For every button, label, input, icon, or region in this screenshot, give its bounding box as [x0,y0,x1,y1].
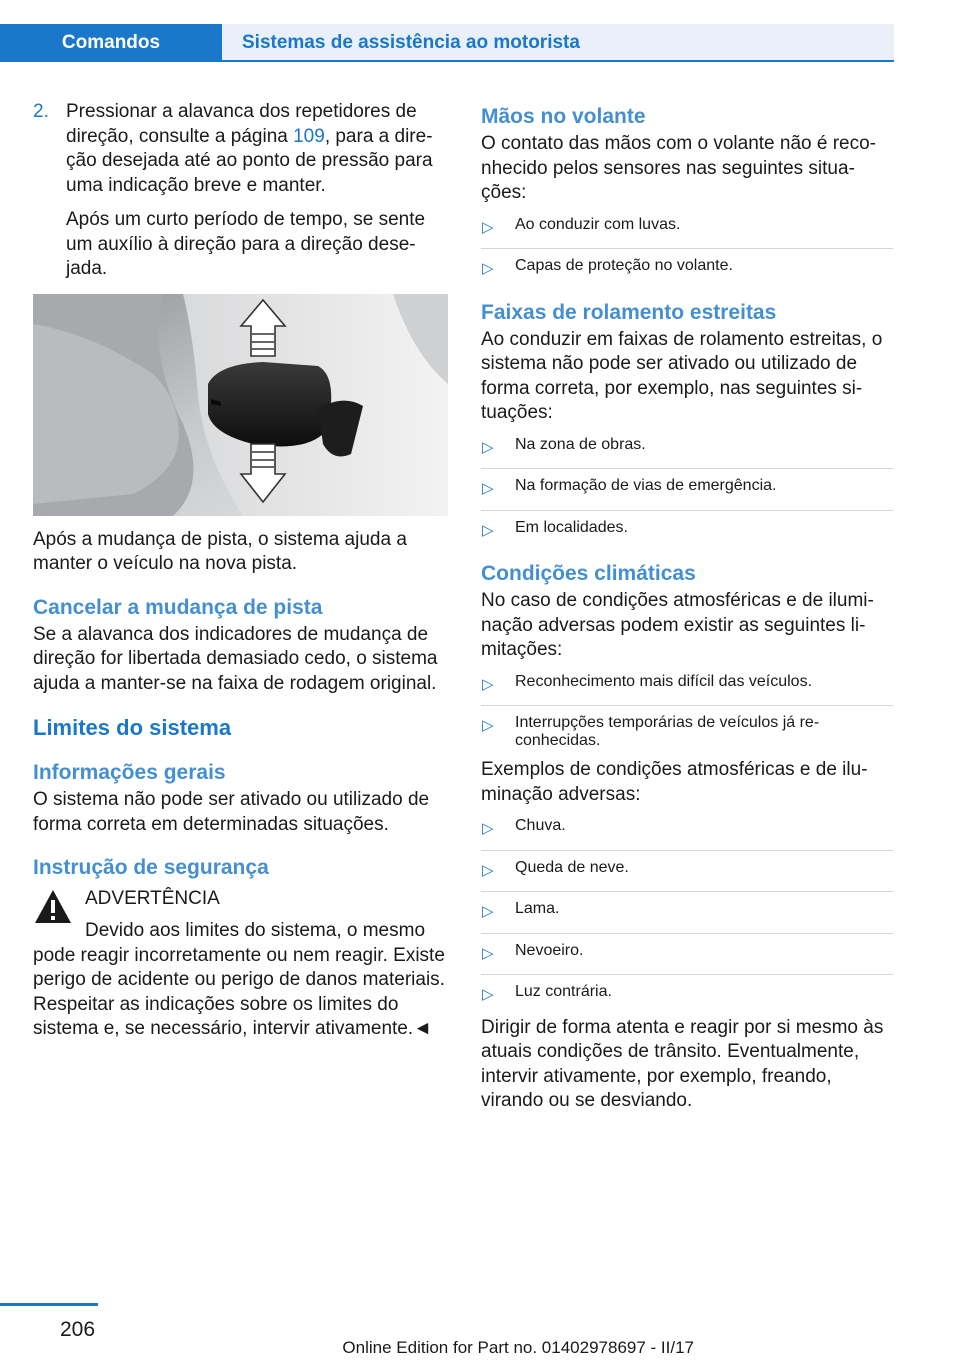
list-item: ▷ Ao conduzir com luvas. [481,216,893,241]
header-divider [0,60,894,62]
footer-divider [0,1303,98,1306]
list-item: ▷ Capas de proteção no volante. [481,257,893,282]
tab-comandos[interactable]: Comandos [0,24,222,62]
warning-title: ADVERTÊNCIA [85,888,220,909]
hands-heading: Mãos no volante [481,105,646,128]
bullet-triangle-icon: ▷ [482,717,494,734]
general-heading: Informações gerais [33,761,226,784]
bullet-triangle-icon: ▷ [482,480,494,497]
page-number: 206 [60,1318,96,1341]
warning-triangle-icon [33,887,85,939]
bullet-triangle-icon: ▷ [482,218,494,236]
bullet-triangle-icon: ▷ [482,986,494,1003]
bullet-triangle-icon: ▷ [482,521,494,539]
page-link[interactable]: 109 [293,125,325,147]
list-item: ▷ Na formação de vias de emergência. [481,477,893,502]
narrow-text: Ao conduzir em faixas de rolamento estreitas, o sistema não pode ser ativado ou utilizado de forma correta, por exemplo, nas seguintes situações: [481,328,883,423]
step-number: 2. [33,101,49,122]
list-item: ▷ Na zona de obras. [481,436,893,461]
left-column [33,100,448,1042]
list-item: ▷ Nevoeiro. [481,942,893,967]
step-text: Pressionar a alavanca dos repetidores de direção, consulte a página 109, para a direção desejada até ao ponto de pressão para uma indicação breve e manter. [66,101,433,196]
closing-text: Dirigir de forma atenta e reagir por si mesmo às atuais condições de trânsito. Eventualmente, intervir ativamente, por exemplo, freando, virando ou se desviando. [481,1016,884,1111]
hands-text: O contato das mãos com o volante não é reconhecido pelos sensores nas seguintes situações: [481,133,876,203]
list-divider [481,705,893,706]
lever-image [33,294,448,516]
weather-text: No caso de condições atmosféricas e de iluminação adversas podem existir as seguintes limitações: [481,590,874,660]
hands-list [481,216,893,282]
cancel-text: Se a alavanca dos indicadores de mudança de direção for libertada demasiado cedo, o sistema ajuda a manter-se na faixa de rodagem original. [33,623,438,694]
examples-text: Exemplos de condições atmosféricas e de iluminação adversas: [481,759,868,805]
weather-list [481,673,893,751]
list-divider [481,974,893,975]
weather-heading: Condições climáticas [481,562,696,585]
list-divider [481,891,893,892]
bullet-triangle-icon: ▷ [482,861,494,879]
list-item: ▷ Em localidades. [481,519,893,544]
bullet-triangle-icon: ▷ [482,903,494,920]
list-item: ▷ Chuva. [481,817,893,842]
list-divider [481,850,893,851]
list-divider [481,468,893,469]
cancel-heading: Cancelar a mudança de pista [33,595,323,619]
tab-sistemas-assistencia[interactable]: Sistemas de assistência ao motorista [222,24,894,62]
right-column [481,100,893,1114]
warning-text: Devido aos limites do sistema, o mesmo pode reagir incorretamente ou nem reagir. Existe perigo de acidente ou perigo de danos materiais. Respeitar as indicações sobre os limites do sistema e, se necessário, intervir ativamente.◄ [33,920,445,1039]
list-item: ▷ Luz contrária. [481,983,893,1008]
list-divider [481,933,893,934]
list-divider [481,510,893,511]
list-item: ▷ Interrupções temporárias de veículos já reconhecidas. [482,714,820,749]
bullet-triangle-icon: ▷ [482,438,494,456]
bullet-triangle-icon: ▷ [482,260,494,277]
bullet-triangle-icon: ▷ [482,675,494,693]
general-text: O sistema não pode ser ativado ou utilizado de forma correta em determinadas situações. [33,789,430,835]
safety-heading: Instrução de segurança [33,856,269,879]
list-divider [481,248,893,249]
header-bar [0,0,894,62]
edition-text: Online Edition for Part no. 01402978697 - II/17 [342,1338,694,1357]
step-followup: Após um curto período de tempo, se sente um auxílio à direção para a direção desejada. [66,209,426,279]
narrow-heading: Faixas de rolamento estreitas [481,300,777,324]
turn-signal-lever-illustration [33,294,448,516]
narrow-list [481,436,893,544]
bullet-triangle-icon: ▷ [482,944,494,962]
step-item [33,100,448,282]
bullet-triangle-icon: ▷ [482,820,494,837]
after-image-text: Após a mudança de pista, o sistema ajuda a manter o veículo na nova pista. [33,528,407,574]
list-item: ▷ Queda de neve. [481,859,893,884]
list-item: ▷ Lama. [481,900,893,925]
list-item: ▷ Reconhecimento mais difícil das veículos. [481,673,893,698]
limits-heading: Limites do sistema [33,715,232,740]
examples-list [481,817,893,1008]
